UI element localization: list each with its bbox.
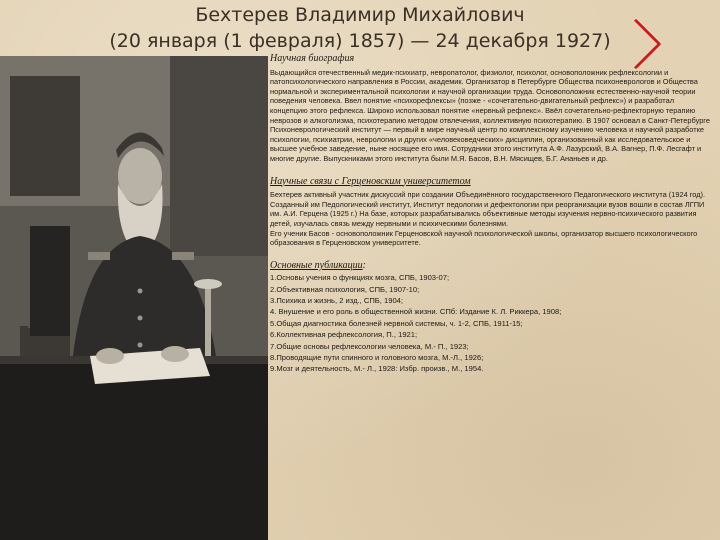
publication-item: 3.Психика и жизнь, 2 изд., СПБ, 1904; [270, 296, 404, 306]
publications-heading: Основные публикации [270, 259, 363, 271]
publication-item: 6.Коллективная рефлексология, П., 1921; [270, 330, 418, 340]
publication-item: 4. Внушение и его роль в общественной жизни. СПб: Издание К. Л. Риккера, 1908; [270, 307, 562, 317]
biography-heading: Научная биография [270, 53, 355, 64]
publications-heading-row [270, 261, 710, 271]
publication-item: 9.Мозг и деятельность, М.- Л., 1928: Избр. произв., М., 1954. [270, 364, 484, 374]
herzen-paragraph: Созданный им Педологический институт, Институт педологии и дефектологии при реорганизации вузов вошли в состав ЛГПИ им. А.И. Герцена (1925 г.) На базе, которых разрабатывались объективные методы изучения нервно-психического развития детей, изучалась связь между нервными и психическими болезнями. [270, 199, 705, 228]
page-title: Бехтерев Владимир Михайлович [195, 4, 525, 26]
life-dates: (20 января (1 февраля) 1857) — 24 декабря 1927) [109, 30, 611, 52]
publication-item: 5.Общая диагностика болезней нервной системы, ч. 1-2, СПБ, 1911-15; [270, 318, 523, 328]
publication-item: 8.Проводящие пути спинного и головного мозга, М.-Л., 1926; [270, 353, 484, 363]
biography-section [270, 54, 710, 164]
publication-item: 2.Объективная психология, СПБ, 1907-10; [270, 284, 420, 294]
text-content [270, 54, 710, 383]
publications-heading-colon: : [362, 259, 366, 271]
portrait-photo [0, 56, 268, 540]
publication-item: 7.Общие основы рефлексологии человека, М.- П., 1923; [270, 341, 469, 351]
publications-section [270, 261, 710, 374]
publication-item: 1.Основы учения о функциях мозга, СПБ, 1903-07; [270, 273, 450, 283]
herzen-section [270, 177, 710, 248]
biography-text: Выдающийся отечественный медик-психиатр, невропатолог, физиолог, психолог, основоположник рефлексологии и патопсихологического направления в России, академик. Организатор в Петербурге Общества психоневрологов и Общества нормальной и экспериментальной психологии и научной организации труда. Основоположник естественно-научной теории поведения человека. Ввел понятие «психорефлексы» (позже - «сочетательно-двигательный рефлекс») и разработал концепцию этого рефлекса. Широко использовал понятие «нервный рефлекс». Ввёл сочетательно-рефлекторную терапию неврозов и алкоголизма, психотерапию методом отвлечения, коллективную психотерапию. В 1907 основал в Санкт-Петербурге Психоневрологический институт — первый в мире научный центр по комплексному изучению человека и научной разработке психологии, психиатрии, неврологии и других «человековедческих» дисциплин, организованный как исследовательское и высшее учебное заведение, ныне носящее его имя. Сотрудники этого института А.Ф. Лазурский, В.А. Вагнер, П.Ф. Лесгафт и многие другие. Выпускниками этого института были М.Я. Басов, В.Н. Мясищев, Б.Г. Ананьев и др. [270, 67, 710, 163]
herzen-heading: Научные связи с Герценовским университетом [270, 175, 471, 187]
herzen-paragraph: Бехтерев активный участник дискуссий при создании Объединённого государственного Педагогического института (1924 год). [270, 190, 706, 200]
herzen-paragraph: Его ученик Басов - основоположник Герценовской научной психологической школы, организатор высшего психологического образования в Герценовском университете. [270, 228, 698, 248]
